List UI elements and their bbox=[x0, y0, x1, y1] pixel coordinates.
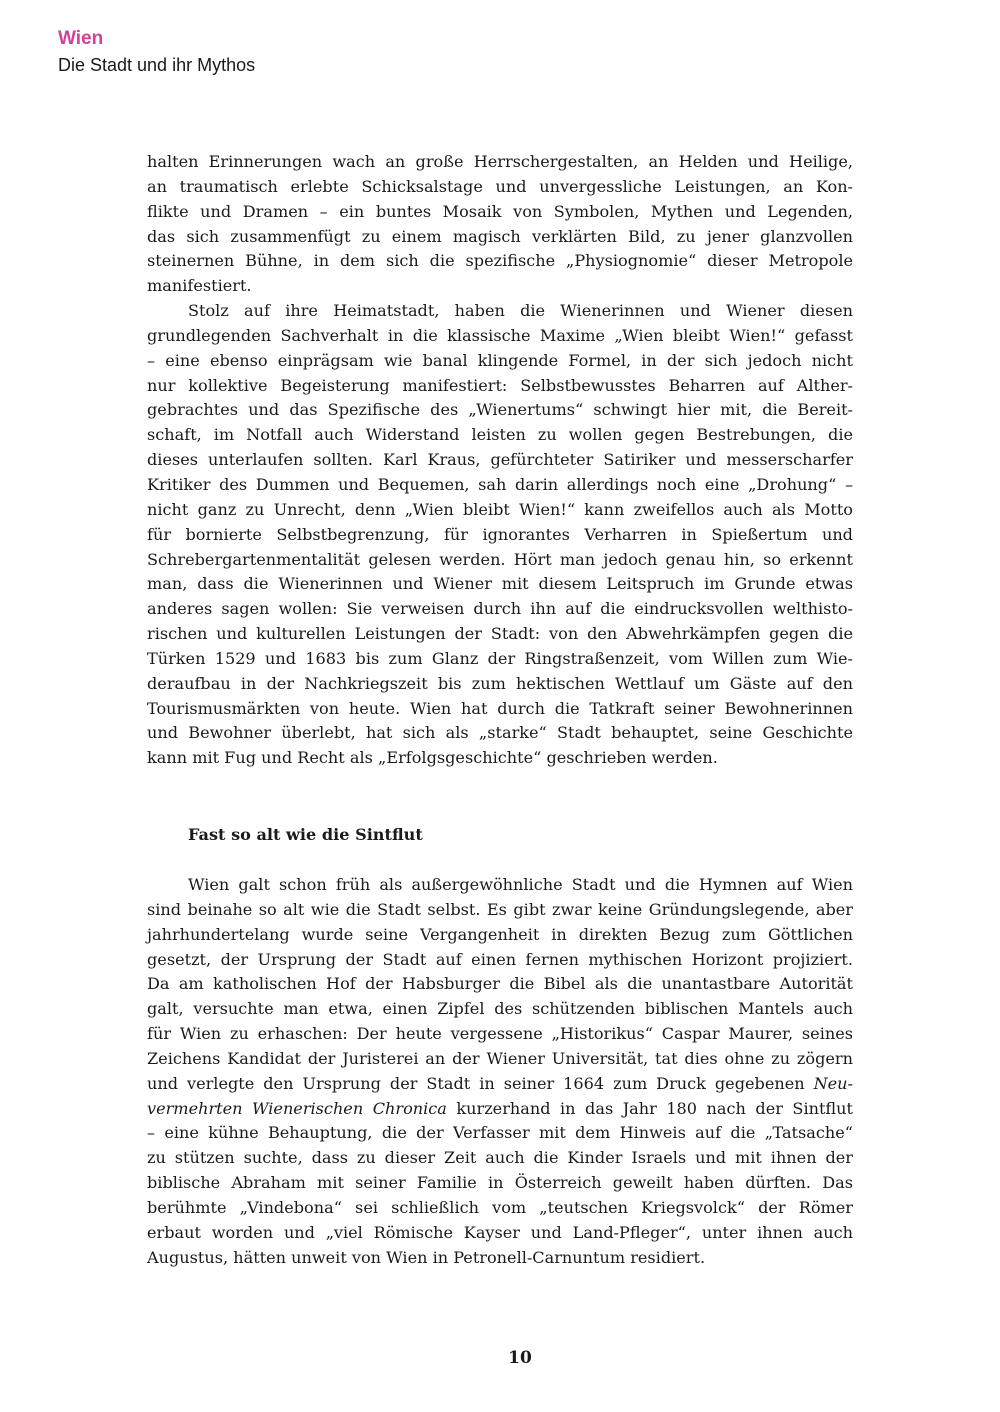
text-line: rischen und kulturellen Leistungen der Stadt: von den Abwehrkämpfen gegen die bbox=[147, 624, 853, 644]
page-number: 10 bbox=[508, 1348, 532, 1368]
text-line: Kritiker des Dummen und Bequemen, sah darin allerdings noch eine „Drohung“ – bbox=[147, 474, 853, 494]
text-line: und Bewohner überlebt, hat sich als „starke“ Stadt behauptet, seine Geschichte bbox=[147, 723, 853, 743]
text-line: erbaut worden und „viel Römische Kayser und Land-Pfleger“, unter ihnen auch bbox=[147, 1222, 853, 1242]
text-line: zu stützen suchte, dass zu dieser Zeit auch die Kinder Israels und mit ihnen der bbox=[147, 1148, 853, 1168]
text-line: deraufbau in der Nachkriegszeit bis zum hektischen Wettlauf um Gäste auf den bbox=[147, 673, 853, 693]
text-line: halten Erinnerungen wach an große Herrschergestalten, an Helden und Heilige, bbox=[147, 152, 853, 171]
text-line: an traumatisch erlebte Schicksalstage und unvergessliche Leistungen, an Kon- bbox=[147, 176, 853, 196]
text-line: Schrebergartenmentalität gelesen werden. Hört man jedoch genau hin, so erkennt bbox=[147, 549, 853, 569]
text-line: Da am katholischen Hof der Habsburger die Bibel als die unantastbare Autorität bbox=[147, 974, 853, 994]
body-text-section-2 bbox=[147, 873, 853, 1271]
text-line: galt, versuchte man etwa, einen Zipfel des schützenden biblischen Mantels auch bbox=[147, 999, 853, 1019]
book-title-italic: Neu- bbox=[813, 1073, 853, 1093]
text-line: biblische Abraham mit seiner Familie in Österreich geweilt haben dürften. Das bbox=[147, 1173, 853, 1193]
text-line: Tourismusmärkten von heute. Wien hat durch die Tatkraft seiner Bewohnerinnen bbox=[147, 698, 853, 718]
text-run: und verlegte den Ursprung der Stadt in seiner 1664 zum Druck gegebenen bbox=[147, 1073, 814, 1093]
text-line: für Wien zu erhaschen: Der heute vergessene „Historikus“ Caspar Maurer, seines bbox=[147, 1024, 853, 1044]
text-line: – eine kühne Behauptung, die der Verfasser mit dem Hinweis auf die „Tatsache“ bbox=[147, 1123, 853, 1143]
text-line bbox=[147, 1097, 853, 1122]
text-line: dieses unterlaufen sollten. Karl Kraus, gefürchteter Satiriker und messerscharfer bbox=[147, 450, 853, 470]
text-line: jahrhundertelang wurde seine Vergangenheit in direkten Bezug zum Göttlichen bbox=[147, 924, 853, 944]
text-line: kann mit Fug und Recht als „Erfolgsgeschichte“ geschrieben werden. bbox=[147, 748, 718, 768]
text-line: Augustus, hätten unweit von Wien in Petronell-Carnuntum residiert. bbox=[147, 1247, 706, 1267]
text-run: kurzerhand in das Jahr 180 nach der Sintflut bbox=[446, 1098, 853, 1118]
text-line: manifestiert. bbox=[147, 276, 252, 296]
text-line bbox=[147, 1072, 853, 1097]
text-line: das sich zusammenfügt zu einem magisch verklärten Bild, zu jener glanzvollen bbox=[147, 226, 853, 246]
text-line: Wien galt schon früh als außergewöhnliche Stadt und die Hymnen auf Wien bbox=[188, 875, 853, 894]
book-title: Wien bbox=[58, 28, 104, 49]
text-line: nicht ganz zu Unrecht, denn „Wien bleibt Wien!“ kann zweifellos auch als Motto bbox=[147, 499, 853, 519]
text-line: schaft, im Notfall auch Widerstand leisten zu wollen gegen Bestrebungen, die bbox=[147, 425, 853, 445]
text-line: flikte und Dramen – ein buntes Mosaik von Symbolen, Mythen und Legenden, bbox=[147, 201, 853, 221]
text-line: steinernen Bühne, in dem sich die spezifische „Physiognomie“ dieser Metropole bbox=[147, 251, 853, 271]
text-line: gebrachtes und das Spezifische des „Wienertums“ schwingt hier mit, die Bereit- bbox=[147, 400, 853, 420]
section-heading: Fast so alt wie die Sintflut bbox=[188, 825, 423, 844]
running-head bbox=[58, 26, 255, 78]
text-line: man, dass die Wienerinnen und Wiener mit diesem Leitspruch im Grunde etwas bbox=[147, 574, 853, 594]
text-line: nur kollektive Begeisterung manifestiert: Selbstbewusstes Beharren auf Alther- bbox=[147, 375, 853, 395]
text-line: Stolz auf ihre Heimatstadt, haben die Wienerinnen und Wiener diesen bbox=[188, 301, 853, 321]
text-line: Türken 1529 und 1683 bis zum Glanz der Ringstraßenzeit, vom Willen zum Wie- bbox=[147, 648, 853, 668]
text-line: gesetzt, der Ursprung der Stadt auf einen fernen mythischen Horizont projiziert. bbox=[147, 949, 853, 969]
text-line: sind beinahe so alt wie die Stadt selbst. Es gibt zwar keine Gründungslegende, aber bbox=[147, 899, 853, 919]
text-line: anderes sagen wollen: Sie verweisen durch ihn auf die eindrucksvollen welthisto- bbox=[147, 599, 853, 619]
text-line: für bornierte Selbstbegrenzung, für ignorantes Verharren in Spießertum und bbox=[147, 524, 853, 544]
body-text-section-1 bbox=[147, 150, 853, 771]
text-line: – eine ebenso einprägsam wie banal klingende Formel, in der sich jedoch nicht bbox=[147, 350, 853, 370]
book-subtitle: Die Stadt und ihr Mythos bbox=[58, 55, 256, 75]
text-line: grundlegenden Sachverhalt in die klassische Maxime „Wien bleibt Wien!“ gefasst bbox=[147, 325, 853, 345]
book-title-italic: vermehrten Wienerischen Chronica bbox=[147, 1098, 447, 1118]
text-line: Zeichens Kandidat der Juristerei an der Wiener Universität, tat dies ohne zu zögern bbox=[147, 1048, 853, 1068]
text-line: berühmte „Vindebona“ sei schließlich vom „teutschen Kriegsvolck“ der Römer bbox=[147, 1197, 853, 1217]
